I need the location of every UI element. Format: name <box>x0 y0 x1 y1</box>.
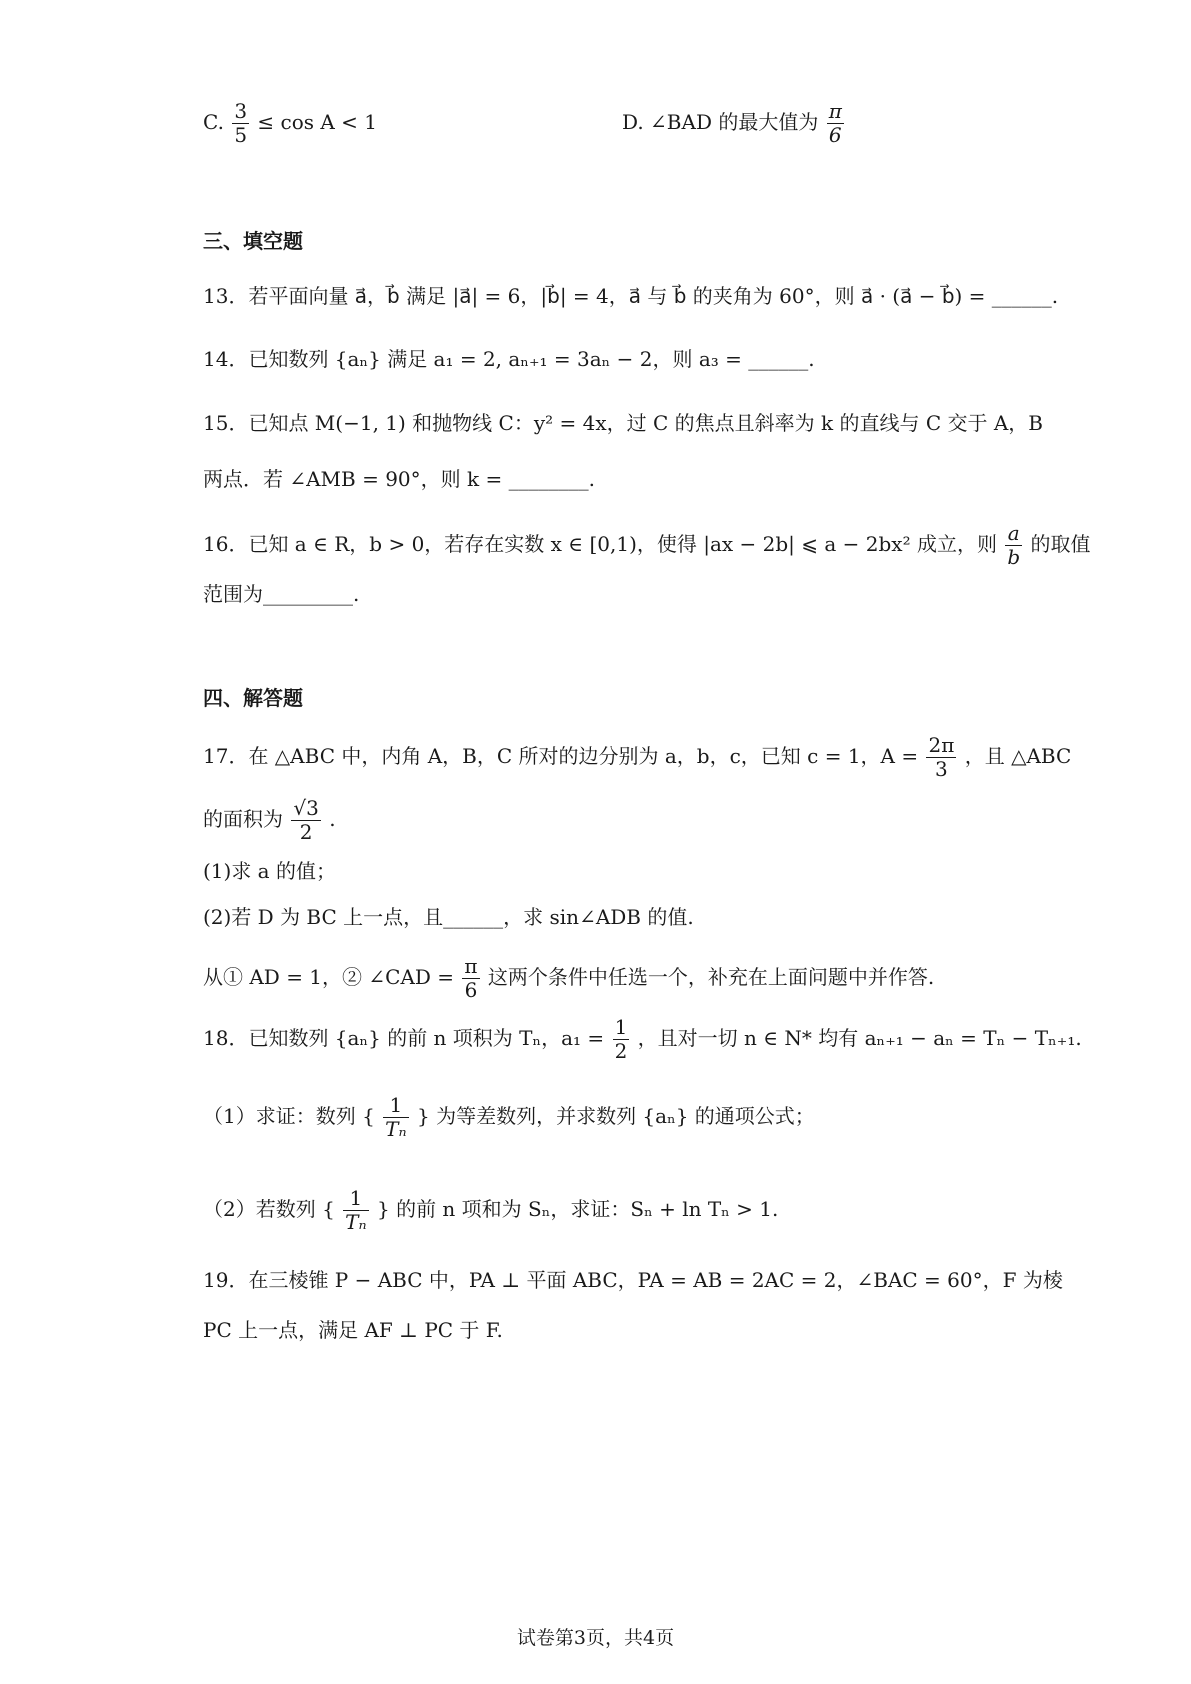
option-d-fraction-num: π <box>828 99 842 123</box>
question-15-line1: 15．已知点 M(−1, 1) 和抛物线 C：y² = 4x，过 C 的焦点且斜率为 k 的直线与 C 交于 A，B <box>203 411 1043 435</box>
question-13: 13．若平面向量 a⃗，b⃗ 满足 |a⃗| = 6，|b⃗| = 4，a⃗ 与 b⃗ 的夹角为 60°，则 a⃗ · (a⃗ − b⃗) = ______. <box>203 284 1059 308</box>
question-17-line2 <box>203 797 336 844</box>
question-17-text-before: 17．在 △ABC 中，内角 A，B，C 所对的边分别为 a，b，c，已知 c = 1，A = <box>203 744 919 768</box>
question-17-part1: (1)求 a 的值； <box>203 859 336 883</box>
option-c <box>203 100 377 147</box>
question-18-part1-fraction <box>383 1094 408 1141</box>
option-d-fraction-den: 6 <box>828 123 842 147</box>
question-18-part2-den: Tₙ <box>345 1210 367 1234</box>
question-18-part2 <box>203 1187 778 1234</box>
question-17-area-fraction <box>291 797 320 844</box>
question-18-part2-fraction <box>343 1187 368 1234</box>
option-c-fraction-num: 3 <box>234 99 248 123</box>
question-14: 14．已知数列 {aₙ} 满足 a₁ = 2, aₙ₊₁ = 3aₙ − 2，则 a₃ = ______. <box>203 347 815 371</box>
question-17-line1 <box>203 734 1071 781</box>
question-16-text-before: 16．已知 a ∈ R，b > 0，若存在实数 x ∈ [0,1)，使得 |ax − 2b| ⩽ a − 2bx² 成立，则 <box>203 532 997 556</box>
question-18-text-before: 18．已知数列 {aₙ} 的前 n 项积为 Tₙ，a₁ = <box>203 1026 605 1050</box>
question-16-line2: 范围为_________. <box>203 582 360 606</box>
question-17-choose-den: 6 <box>464 978 478 1002</box>
question-18 <box>203 1016 1082 1063</box>
option-c-fraction <box>232 100 249 147</box>
question-17-area-text: 的面积为 <box>203 807 283 831</box>
question-17-text-after: ，且 △ABC <box>964 744 1072 768</box>
question-18-part2-before: （2）若数列 { <box>203 1197 335 1221</box>
question-17-area-period: . <box>329 807 336 831</box>
question-17-part2: (2)若 D 为 BC 上一点，且______，求 sin∠ADB 的值. <box>203 905 694 929</box>
option-d-fraction <box>827 100 844 147</box>
question-18-part2-after: } 的前 n 项和为 Sₙ，求证：Sₙ + ln Tₙ > 1. <box>376 1197 779 1221</box>
question-17-area-den: 2 <box>299 820 313 844</box>
question-17-choose-after: 这两个条件中任选一个，补充在上面问题中并作答. <box>487 965 935 989</box>
question-16-fraction <box>1005 522 1022 569</box>
question-17-choose-num: π <box>464 954 478 978</box>
question-17-choose-before: 从① AD = 1，② ∠CAD = <box>203 965 455 989</box>
question-18-part2-num: 1 <box>343 1187 368 1211</box>
question-18-part1-num: 1 <box>383 1094 408 1118</box>
question-19-line1: 19．在三棱锥 P − ABC 中，PA ⊥ 平面 ABC，PA = AB = 2AC = 2，∠BAC = 60°，F 为棱 <box>203 1268 1063 1292</box>
option-c-label: C. <box>203 110 224 134</box>
question-16-fraction-num: a <box>1005 522 1022 546</box>
option-d-text: ∠BAD 的最大值为 <box>650 110 819 134</box>
question-17-area-num: √3 <box>293 796 319 820</box>
question-18-fraction <box>613 1016 630 1063</box>
question-18-text-after: ，且对一切 n ∈ N* 均有 aₙ₊₁ − aₙ = Tₙ − Tₙ₊₁. <box>637 1026 1082 1050</box>
question-19-line2: PC 上一点，满足 AF ⊥ PC 于 F. <box>203 1318 503 1342</box>
question-18-fraction-den: 2 <box>614 1039 628 1063</box>
question-18-part1-den: Tₙ <box>385 1117 407 1141</box>
question-17-choose-fraction <box>462 955 479 1002</box>
option-c-fraction-den: 5 <box>234 123 248 147</box>
question-18-part1-after: } 为等差数列，并求数列 {aₙ} 的通项公式； <box>416 1104 815 1128</box>
question-16-text-after: 的取值 <box>1030 532 1091 556</box>
section-title-solutions: 四、解答题 <box>203 686 303 710</box>
page-footer: 试卷第3页，共4页 <box>516 1627 675 1649</box>
question-18-fraction-num: 1 <box>614 1015 628 1039</box>
question-15-line2: 两点．若 ∠AMB = 90°，则 k = ________. <box>203 467 595 491</box>
question-17-choose <box>203 955 934 1002</box>
question-16-fraction-den: b <box>1007 545 1021 569</box>
question-16-line1 <box>203 522 1091 569</box>
section-title-fill-in: 三、填空题 <box>203 229 303 253</box>
question-17-angle-num: 2π <box>928 733 955 757</box>
question-17-angle-den: 3 <box>935 757 948 781</box>
question-18-part1-before: （1）求证：数列 { <box>203 1104 375 1128</box>
question-17-angle-fraction <box>926 734 956 781</box>
option-c-text: ≤ cos A < 1 <box>257 110 378 134</box>
option-d-label: D. <box>622 110 644 134</box>
option-d <box>622 100 846 147</box>
question-18-part1 <box>203 1094 815 1141</box>
